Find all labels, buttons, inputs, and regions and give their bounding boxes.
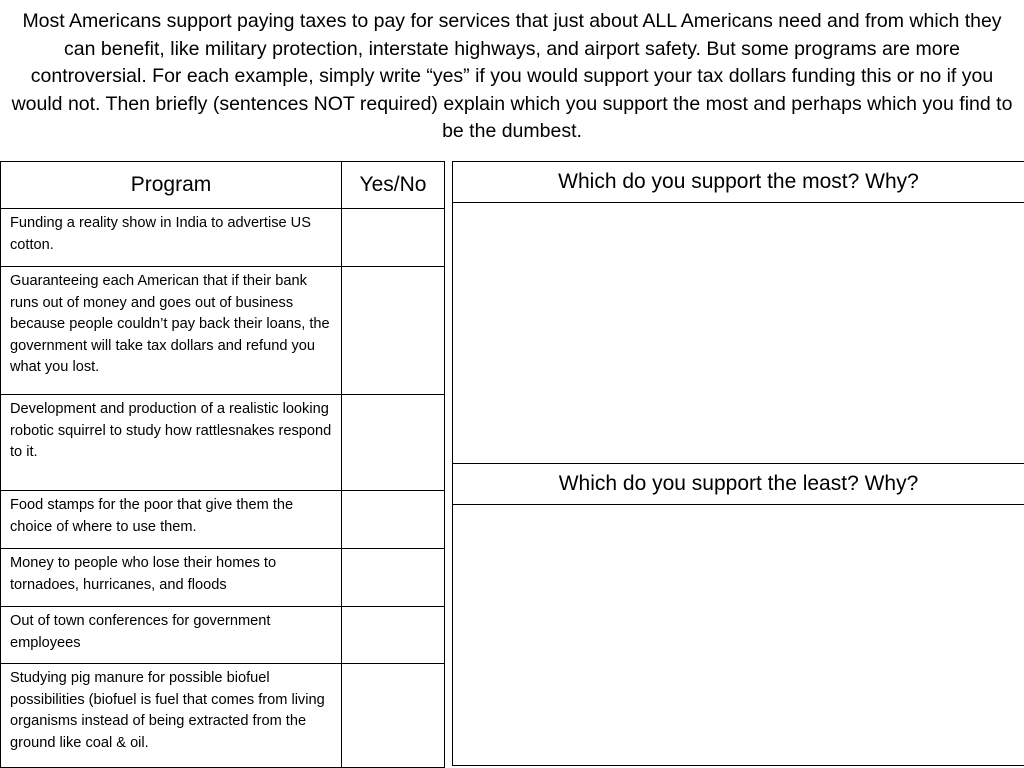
yes-no-answer-cell[interactable] <box>342 395 445 491</box>
support-most-heading: Which do you support the most? Why? <box>453 162 1024 203</box>
program-description: Money to people who lose their homes to tornadoes, hurricanes, and floods <box>1 549 342 607</box>
program-description: Guaranteeing each American that if their bank runs out of money and goes out of business because people couldn’t pay back their loans, the government will take tax dollars and refund you what you lost. <box>1 267 342 395</box>
least-answer-row <box>453 505 1024 766</box>
program-description: Studying pig manure for possible biofuel possibilities (biofuel is fuel that comes from living organisms instead of being extracted from the ground like coal & oil. <box>1 664 342 768</box>
least-heading-row <box>453 464 1024 505</box>
table-row <box>1 491 445 549</box>
table-row <box>1 549 445 607</box>
program-description: Food stamps for the poor that give them the choice of where to use them. <box>1 491 342 549</box>
most-heading-row <box>453 162 1024 203</box>
program-table-header-row <box>1 162 445 209</box>
table-row <box>1 267 445 395</box>
yes-no-answer-cell[interactable] <box>342 267 445 395</box>
most-answer-row <box>453 203 1024 464</box>
instructions-paragraph: Most Americans support paying taxes to pay for services that just about ALL Americans need and from which they can benefit, like military protection, interstate highways, and airport safety. But some programs are more controversial. For each example, simply write “yes” if you would support your tax dollars funding this or no if you would not. Then briefly (sentences NOT required) explain which you support the most and perhaps which you find to be the dumbest. <box>11 10 1013 142</box>
program-description: Development and production of a realistic looking robotic squirrel to study how rattlesnakes respond to it. <box>1 395 342 491</box>
support-least-heading: Which do you support the least? Why? <box>453 464 1024 505</box>
program-table <box>0 161 445 768</box>
program-description: Funding a reality show in India to advertise US cotton. <box>1 209 342 267</box>
response-table <box>452 161 1024 766</box>
yes-no-answer-cell[interactable] <box>342 209 445 267</box>
support-least-answer-area[interactable] <box>453 505 1024 766</box>
yes-no-answer-cell[interactable] <box>342 549 445 607</box>
yes-no-column-header: Yes/No <box>342 162 445 209</box>
table-row <box>1 209 445 267</box>
table-row <box>1 395 445 491</box>
support-most-answer-area[interactable] <box>453 203 1024 464</box>
yes-no-answer-cell[interactable] <box>342 491 445 549</box>
yes-no-answer-cell[interactable] <box>342 664 445 768</box>
program-description: Out of town conferences for government employees <box>1 607 342 664</box>
program-column-header: Program <box>1 162 342 209</box>
yes-no-answer-cell[interactable] <box>342 607 445 664</box>
table-row <box>1 664 445 768</box>
table-row <box>1 607 445 664</box>
